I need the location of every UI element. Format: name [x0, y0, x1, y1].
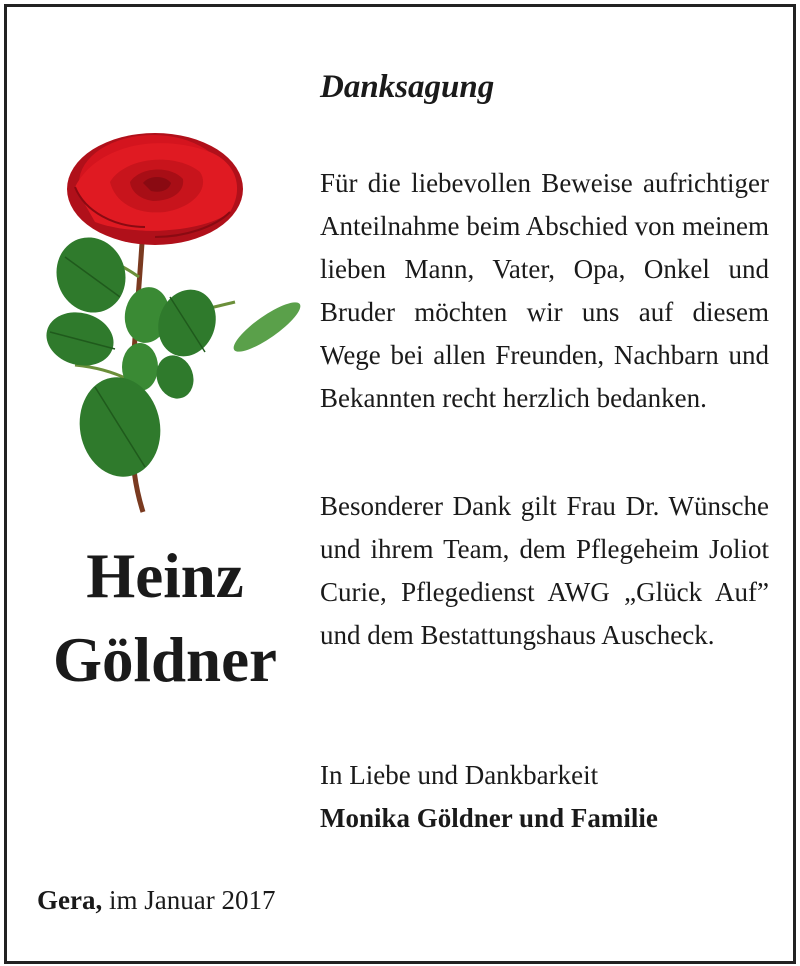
closing-line: In Liebe und Dankbarkeit [320, 760, 599, 790]
obituary-notice [4, 4, 796, 964]
first-name: Heinz [86, 541, 244, 611]
closing-block [320, 754, 658, 840]
deceased-name [25, 534, 305, 702]
date-text: im Januar 2017 [108, 885, 276, 915]
special-thanks-paragraph: Besonderer Dank gilt Frau Dr. Wünsche und ihrem Team, dem Pflegeheim Joliot Curie, Pflegedienst AWG „Glück Auf” und dem Bestattungshaus Auscheck. [320, 491, 769, 650]
last-name: Göldner [52, 625, 277, 695]
place-date [37, 880, 275, 920]
heading-danksagung: Danksagung [320, 69, 495, 105]
signature: Monika Göldner und Familie [320, 803, 658, 833]
place: Gera, [37, 885, 103, 915]
red-rose-icon [35, 127, 305, 517]
thanks-paragraph: Für die liebevollen Beweise aufrichtiger Anteilnahme beim Abschied von meinem lieben Mann, Vater, Opa, Onkel und Bruder möchten wir uns auf diesem Wege bei allen Freunden, Nachbarn und Bekannten recht herzlich bedanken. [320, 168, 769, 413]
